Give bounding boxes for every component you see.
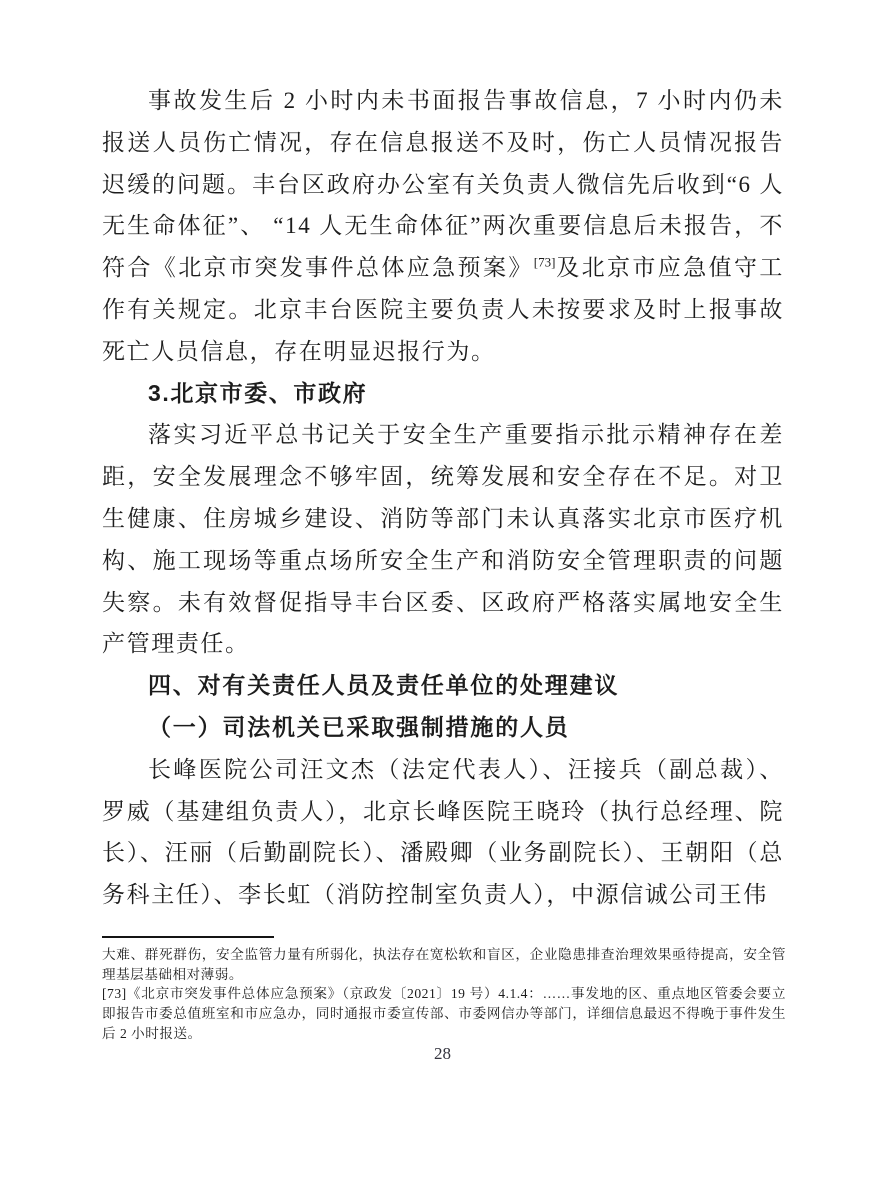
heading-beijing-municipal-committee: 3.北京市委、市政府 [148, 379, 368, 406]
subheading-judicial-measures: （一）司法机关已采取强制措施的人员 [148, 714, 570, 740]
footnote-continuation: 大难、群死群伤，安全监管力量有所弱化，执法存在宽松软和盲区，企业隐患排查治理效果亟待提高，安全管理基层基础相对薄弱。 [102, 947, 786, 982]
heading-section-four: 四、对有关责任人员及责任单位的处理建议 [148, 672, 620, 699]
footnotes-section [102, 936, 786, 1044]
paragraph-responsible-persons: 长峰医院公司汪文杰（法定代表人）、汪接兵（副总裁）、罗威（基建组负责人），北京长峰医院王晓玲（执行总经理、院长）、汪丽（后勤副院长）、潘殿卿（业务副院长）、王朝阳（总务科主任）、李长虹（消防控制室负责人），中源信诚公司王伟 [102, 756, 784, 908]
paragraph-text: 事故发生后 2 小时内未书面报告事故信息，7 小时内仍未报送人员伤亡情况，存在信息报送不及时，伤亡人员情况报告迟缓的问题。丰台区政府办公室有关负责人微信先后收到“6 人无生命体征”、 “14 人无生命体征”两次重要信息后未报告，不符合《北京市突发事件总体应急预案》 [102, 88, 784, 281]
page-number: 28 [434, 1044, 451, 1063]
footnote-73: [73]《北京市突发事件总体应急预案》（京政发〔2021〕19 号）4.1.4：……事发地的区、重点地区管委会要立即报告市委总值班室和市应急办，同时通报市委宣传部、市委网信办等部门，详细信息最迟不得晚于事件发生后 2 小时报送。 [102, 986, 786, 1041]
paragraph-incident-reporting [102, 80, 784, 373]
paragraph-text: 及北京市应急值守工作有关规定。北京丰台医院主要负责人未按要求及时上报事故死亡人员信息，存在明显迟报行为。 [102, 255, 784, 364]
footnote-ref-73: [73] [533, 254, 556, 270]
footnote-separator [102, 936, 274, 938]
paragraph-municipal-responsibility: 落实习近平总书记关于安全生产重要指示批示精神存在差距，安全发展理念不够牢固，统筹发展和安全存在不足。对卫生健康、住房城乡建设、消防等部门未认真落实北京市医疗机构、施工现场等重点场所安全生产和消防安全管理职责的问题失察。未有效督促指导丰台区委、区政府严格落实属地安全生产管理责任。 [102, 422, 784, 657]
document-body [102, 80, 784, 916]
